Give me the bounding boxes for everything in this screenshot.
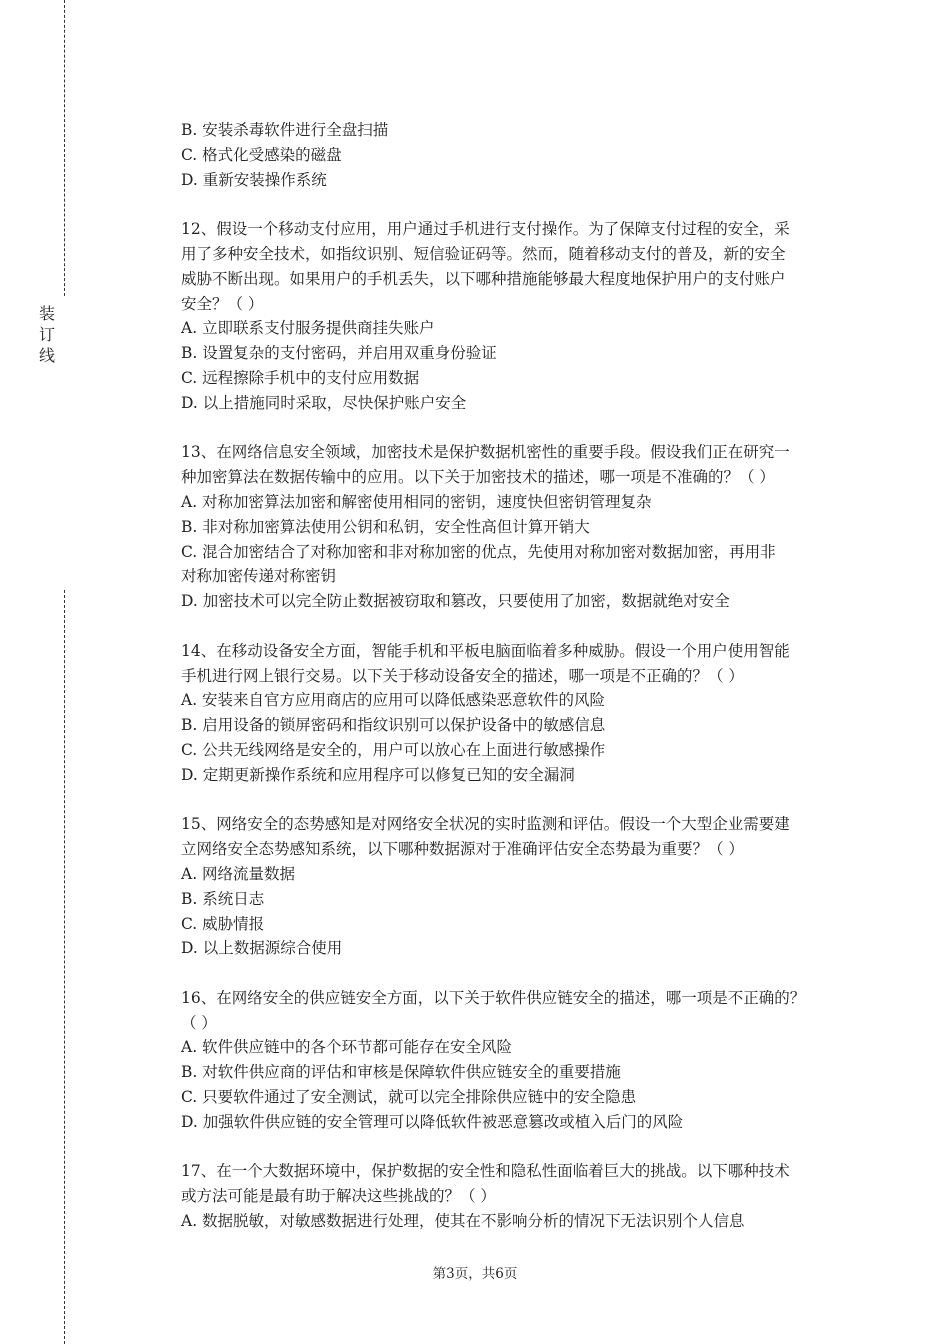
option-line: D. 加强软件供应链的安全管理可以降低软件被恶意篡改或植入后门的风险 — [181, 1112, 684, 1131]
question-15 — [181, 812, 841, 961]
question-stem-line: 种加密算法在数据传输中的应用。以下关于加密技术的描述，哪一项是不准确的？（ ） — [181, 468, 775, 487]
question-stem-line: 15、网络安全的态势感知是对网络安全状况的实时监测和评估。假设一个大型企业需要建 — [181, 815, 790, 834]
question-content — [181, 118, 841, 1234]
option-line: D. 加密技术可以完全防止数据被窃取和篡改，只要使用了加密，数据就绝对安全 — [181, 592, 730, 611]
option-line: C. 只要软件通过了安全测试，就可以完全排除供应链中的安全隐患 — [181, 1088, 637, 1107]
question-stem-line: 安全？（ ） — [181, 294, 264, 313]
question-14 — [181, 639, 841, 788]
question-stem-line: 立网络安全态势感知系统，以下哪种数据源对于准确评估安全态势最为重要？（ ） — [181, 840, 744, 859]
option-line: A. 安装来自官方应用商店的应用可以降低感染恶意软件的风险 — [181, 691, 606, 710]
option-line: D. 定期更新操作系统和应用程序可以修复已知的安全漏洞 — [181, 765, 575, 784]
option-line: A. 网络流量数据 — [181, 864, 296, 883]
option-line: C. 威胁情报 — [181, 914, 265, 933]
binding-label — [37, 303, 57, 366]
question-17 — [181, 1159, 841, 1233]
binding-line-bottom — [64, 590, 65, 1344]
question-stem-line: 手机进行网上银行交易。以下关于移动设备安全的描述，哪一项是不正确的？（ ） — [181, 666, 744, 685]
question-stem-line: 13、在网络信息安全领域，加密技术是保护数据机密性的重要手段。假设我们正在研究一 — [181, 443, 790, 462]
option-line: B. 安装杀毒软件进行全盘扫描 — [181, 121, 389, 139]
option-line: B. 对软件供应商的评估和审核是保障软件供应链安全的重要措施 — [181, 1063, 621, 1082]
continued-options — [181, 118, 841, 192]
question-stem-line: 12、假设一个移动支付应用，用户通过手机进行支付操作。为了保障支付过程的安全，采 — [181, 220, 790, 239]
question-stem-line: （ ） — [181, 1013, 217, 1032]
question-stem-line: 16、在网络安全的供应链安全方面，以下关于软件供应链安全的描述，哪一项是不正确的？ — [181, 988, 806, 1007]
option-line-continued: 对称加密传递对称密钥 — [181, 567, 337, 586]
option-line: C. 远程擦除手机中的支付应用数据 — [181, 368, 420, 387]
question-stem-line: 14、在移动设备安全方面，智能手机和平板电脑面临着多种威胁。假设一个用户使用智能 — [181, 641, 790, 660]
option-line: C. 混合加密结合了对称加密和非对称加密的优点，先使用对称加密对数据加密，再用非 — [181, 542, 776, 561]
binding-char: 线 — [38, 346, 55, 365]
question-16 — [181, 986, 841, 1135]
option-line: D. 重新安装操作系统 — [181, 170, 327, 189]
question-stem-line: 或方法可能是最有助于解决这些挑战的？（ ） — [181, 1187, 496, 1206]
option-line: B. 启用设备的锁屏密码和指纹识别可以保护设备中的敏感信息 — [181, 716, 606, 735]
option-line: D. 以上数据源综合使用 — [181, 939, 343, 958]
option-line: C. 格式化受感染的磁盘 — [181, 145, 342, 164]
option-line: A. 软件供应链中的各个环节都可能存在安全风险 — [181, 1038, 513, 1057]
question-stem-line: 威胁不断出现。如果用户的手机丢失，以下哪种措施能够最大程度地保护用户的支付账户 — [181, 269, 786, 288]
option-line: A. 数据脱敏，对敏感数据进行处理，使其在不影响分析的情况下无法识别个人信息 — [181, 1212, 745, 1231]
option-line: B. 非对称加密算法使用公钥和私钥，安全性高但计算开销大 — [181, 517, 590, 536]
option-line: B. 设置复杂的支付密码，并启用双重身份验证 — [181, 344, 497, 363]
option-line: A. 对称加密算法加密和解密使用相同的密钥，速度快但密钥管理复杂 — [181, 492, 652, 511]
page-number: 第3页，共6页 — [432, 1266, 518, 1282]
binding-char: 装 — [38, 304, 55, 323]
option-line: A. 立即联系支付服务提供商挂失账户 — [181, 319, 435, 338]
option-line: B. 系统日志 — [181, 889, 265, 908]
binding-line-top — [64, 0, 65, 296]
option-line: C. 公共无线网络是安全的，用户可以放心在上面进行敏感操作 — [181, 740, 606, 759]
question-stem-line: 用了多种安全技术，如指纹识别、短信验证码等。然而，随着移动支付的普及，新的安全 — [181, 244, 786, 263]
binding-char: 订 — [38, 325, 55, 344]
option-line: D. 以上措施同时采取，尽快保护账户安全 — [181, 393, 467, 412]
question-13 — [181, 440, 841, 614]
question-stem-line: 17、在一个大数据环境中，保护数据的安全性和隐私性面临着巨大的挑战。以下哪种技术 — [181, 1162, 790, 1181]
question-12 — [181, 217, 841, 415]
